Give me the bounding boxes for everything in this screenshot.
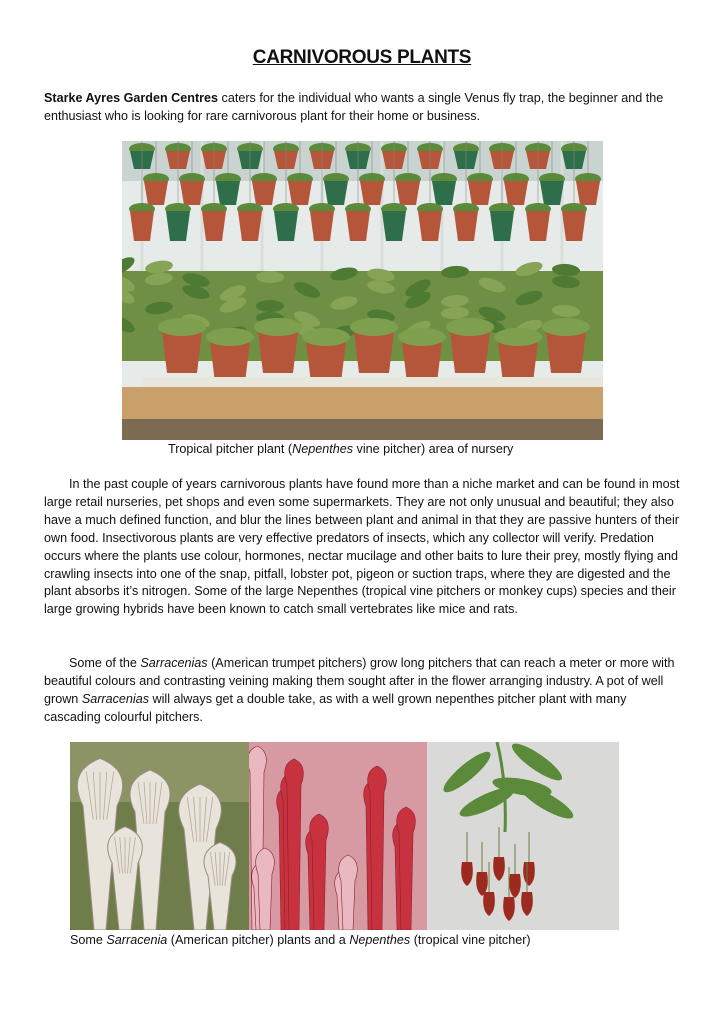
- text-run: (American trumpet pitchers) grow long pitchers that can reach a meter or more with beautiful colours and contrasting veining making them sought after in the flower arranging industry. A pot of well grown: [44, 656, 675, 706]
- caption-text: (tropical vine pitcher): [410, 933, 531, 947]
- species-name: Sarracenias: [81, 691, 150, 706]
- nursery-photo: [122, 141, 603, 440]
- caption-text: (American pitcher) plants and a: [167, 933, 350, 947]
- caption-text: Tropical pitcher plant (: [168, 442, 293, 456]
- text-run: Some of the: [69, 656, 141, 670]
- nepenthes-photo: [427, 742, 619, 930]
- intro-text: caters for the individual who wants a single Venus fly trap, the beginner and the enthusiast who is looking for rare carnivorous plant for their home or business.: [44, 91, 664, 123]
- brand-name: Starke Ayres Garden Centres: [44, 91, 219, 105]
- nursery-caption: [168, 441, 513, 457]
- page-title: CARNIVOROUS PLANTS: [252, 47, 472, 68]
- white-sarracenia-photo: [70, 742, 249, 930]
- caption-species: Sarracenia: [106, 933, 168, 947]
- red-sarracenia-photo: [249, 742, 427, 930]
- body-paragraph-1: In the past couple of years carnivorous plants have found more than a niche market and can be found in most large retail nurseries, pet shops and even some supermarkets. They are not only unusual and beautiful; they also have a much defined function, and blur the lines between plant and animal in that they are passive hunters of their own food. Insectivorous plants are very effective predators of insects, which any collector will verify. Predation occurs where the plants use colour, hormones, nectar mucilage and other baits to lure their prey, mostly flying and crawling insects into one of the snap, pitfall, lobster pot, pigeon or suction traps, where they are digested and the plant absorbs it’s nitrogen. Some of the large Nepenthes (tropical vine pitchers or monkey cups) species and their large growing hybrids have been known to catch small vertebrates like mice and rats.: [44, 477, 680, 617]
- caption-text-end: vine pitcher) area of nursery: [353, 442, 514, 456]
- caption-species: Nepenthes: [349, 933, 411, 947]
- species-name: Sarracenias: [140, 656, 208, 670]
- caption-text: Some: [70, 933, 107, 947]
- body-paragraph-2: [44, 655, 680, 727]
- intro-paragraph: [44, 90, 680, 126]
- caption-species: Nepenthes: [292, 442, 354, 456]
- bottom-caption: [70, 932, 531, 948]
- text-run: will always get a double take, as with a well grown nepenthes pitcher plant with many cascading colourful pitchers.: [44, 691, 627, 724]
